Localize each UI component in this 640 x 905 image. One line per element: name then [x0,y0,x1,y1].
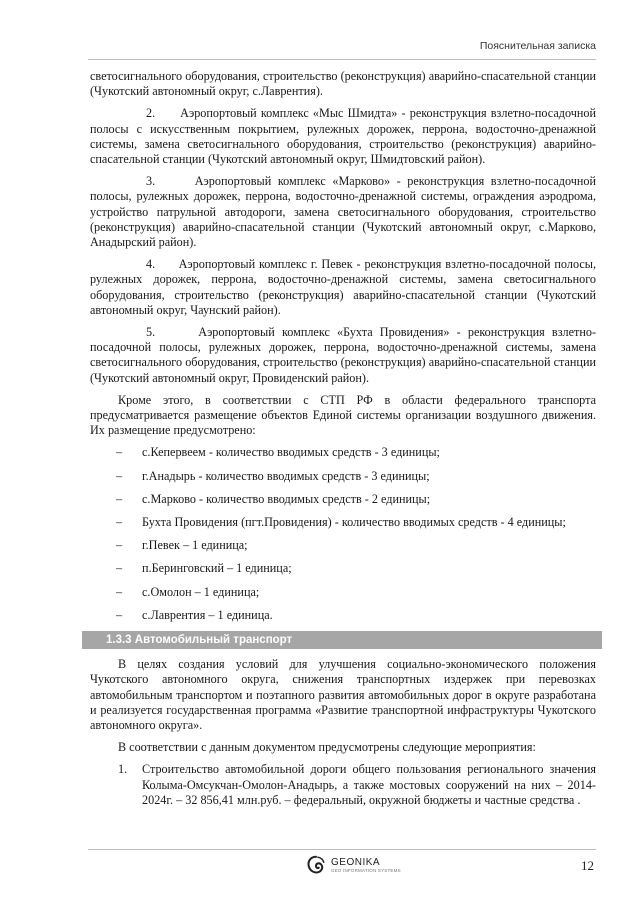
list-item [90,445,596,460]
item-number: 4. [146,257,156,272]
list-item-text: г.Анадырь - количество вводимых средств - 3 единицы; [142,468,430,483]
item-text: Аэропортовый комплекс «Марково» - реконструкция взлетно-посадочной полосы, рулежных дорожек, перрона, водосточно-дренажной системы, ограждения аэродрома, устройство патрульной автодороги, замена светосигнального оборудования, строительство (реконструкция) аварийно-спасательной станции (Чукотский автономный округ, с.Марково, Анадырский район). [90,174,596,250]
dash-bullet-icon: – [116,584,123,599]
item-text: Аэропортовый комплекс «Бухта Провидения» - реконструкция взлетно-посадочной полосы, рулежных дорожек, перрона, водосточно-дренажной системы, замена светосигнального оборудования, строительство (реконструкция) аварийно-спасательной станции (Чукотский автономный округ, Провиденский район). [90,325,596,385]
list-item-text: с.Марково - количество вводимых средств - 2 единицы; [142,491,431,506]
dash-bullet-icon: – [116,515,123,530]
item-number: 5. [146,325,156,340]
list-item [90,762,596,808]
company-logo [305,854,401,876]
airport-item-4 [90,257,596,318]
logo-name: GEONIKA [331,857,381,868]
list-item-text: п.Беринговский – 1 единица; [142,561,292,576]
dash-bullet-icon: – [116,468,123,483]
list-item-text: с.Лаврентия – 1 единица. [142,607,273,622]
geonika-logo-icon [305,854,327,876]
list-item-text: с.Кепервеем - количество вводимых средств - 3 единицы; [142,445,440,460]
road-paragraph-2: В соответствии с данным документом предусмотрены следующие мероприятия: [118,740,536,755]
list-item-text: Бухта Провидения (пгт.Провидения) - количество вводимых средств - 4 единицы; [142,515,566,530]
list-item [90,561,596,576]
item-number: 3. [146,174,156,189]
item-text: Аэропортовый комплекс г. Певек - реконструкция взлетно-посадочной полосы, рулежных дорожек, перрона, водосточно-дренажной системы, замена светосигнального оборудования, строительство (реконструкция) аварийно-спасательной станции (Чукотский автономный округ, Чаунский район). [90,257,596,317]
section-heading: 1.3.3 Автомобильный транспорт [82,631,602,649]
item-text: Аэропортовый комплекс «Мыс Шмидта» - реконструкция взлетно-посадочной полосы с искусственным покрытием, рулежных дорожек, перрона, водосточно-дренажной системы, замена светосигнального оборудования, строительство (реконструкция) аварийно-спасательной станции (Чукотский автономный округ, Шмидтовский район). [90,106,596,167]
dash-bullet-icon: – [116,538,123,553]
airport-item-5 [90,325,596,386]
list-item-text: г.Певек – 1 единица; [142,538,248,553]
list-item [90,469,596,484]
airport-item-3 [90,174,596,250]
dash-bullet-icon: – [116,445,123,460]
document-header-title: Пояснительная записка [479,40,596,52]
intro-paragraph: светосигнального оборудования, строительство (реконструкция) аварийно-спасательной станции (Чукотский автономный округ, с.Лаврентия). [90,69,596,99]
dash-bullet-icon: – [116,607,123,622]
page-number: 12 [581,858,594,873]
footer-divider [88,849,596,850]
list-item-text: с.Омолон – 1 единица; [142,584,260,599]
header-divider [88,59,596,60]
airport-item-2 [90,106,596,167]
atc-paragraph: Кроме этого, в соответствии с СТП РФ в области федерального транспорта предусматривается размещение объектов Единой системы организации воздушного движения. Их размещение предусмотрено: [90,392,596,438]
road-paragraph-1: В целях создания условий для улучшения социально-экономического положения Чукотского автономного округа, снижения транспортных издержек при перевозках автомобильным транспортом и поэтапного развития автомобильных дорог в округе разработана и реализуется государственная программа «Развитие транспортной инфраструктуры Чукотского автономного округа». [90,657,596,732]
list-item [90,608,596,623]
item-number: 1. [118,762,128,777]
document-body [90,69,596,808]
list-item [90,538,596,553]
road-items-list [90,762,596,808]
list-item [90,585,596,600]
dash-bullet-icon: – [116,491,123,506]
item-text: Строительство автомобильной дороги общего пользования регионального значения Колыма-Омсукчан-Омолон-Анадырь, а также мостовых сооружений на них – 2014-2024г. – 32 856,41 млн.руб. – федеральный, окружной бюджеты и частные средства . [142,762,596,807]
logo-tagline: GEO INFORMATION SYSTEMS [331,868,401,873]
atc-list [90,445,596,623]
list-item [90,515,596,530]
list-item [90,492,596,507]
item-number: 2. [146,106,156,121]
dash-bullet-icon: – [116,561,123,576]
